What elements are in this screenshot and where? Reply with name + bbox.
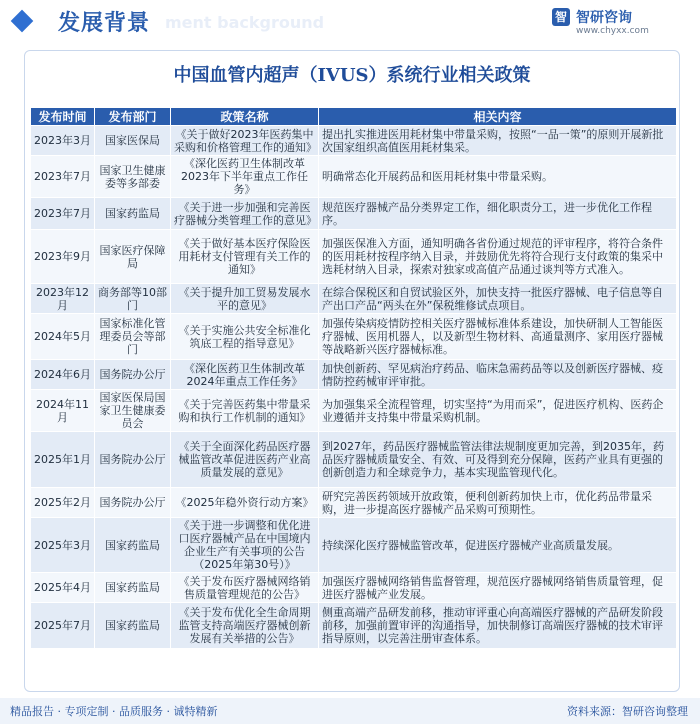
cell-date: 2023年7月 <box>31 156 95 198</box>
brand-url: www.chyxx.com <box>576 26 649 36</box>
cell-date: 2025年7月 <box>31 603 95 649</box>
brand-name: 智研咨询 <box>576 10 632 26</box>
table-row <box>31 198 677 230</box>
column-header-policy-name: 政策名称 <box>171 108 319 126</box>
brand-logo-block <box>552 6 682 40</box>
cell-department: 国家标准化管理委员会等部门 <box>95 314 171 360</box>
cell-date: 2025年3月 <box>31 518 95 573</box>
cell-policy-name: 《关于发布医疗器械网络销售质量管理规范的公告》 <box>171 573 319 603</box>
cell-date: 2023年12月 <box>31 284 95 314</box>
cell-policy-name: 《关于实施公共安全标准化筑底工程的指导意见》 <box>171 314 319 360</box>
table-row <box>31 488 677 518</box>
cell-policy-name: 《深化医药卫生体制改革2024年重点工作任务》 <box>171 360 319 390</box>
cell-department: 国家药监局 <box>95 198 171 230</box>
section-title: 发展背景 <box>58 11 151 36</box>
table-row <box>31 314 677 360</box>
diamond-icon <box>11 10 34 33</box>
brand-logo-icon: 智 <box>552 8 570 26</box>
footer-tagline: 精品报告 · 专项定制 · 品质服务 · 诚特精新 <box>10 705 218 718</box>
footer-source: 资料来源：智研咨询整理 <box>567 705 688 718</box>
cell-content: 侧重高端产品研发前移，推动审评重心向高端医疗器械的产品研发阶段前移，加强前置审评的沟通指导，加快制修订高端医疗器械的技术审评指导原则，以完善注册审查体系。 <box>319 603 677 649</box>
cell-date: 2024年6月 <box>31 360 95 390</box>
cell-content: 为加强集采全流程管理，切实坚持“为用而采”，促进医疗机构、医药企业遵循并支持集中带量采购机制。 <box>319 390 677 432</box>
cell-department: 国务院办公厅 <box>95 360 171 390</box>
table-row <box>31 573 677 603</box>
cell-department: 国家卫生健康委等多部委 <box>95 156 171 198</box>
column-header-content: 相关内容 <box>319 108 677 126</box>
cell-department: 国家药监局 <box>95 518 171 573</box>
table-row <box>31 432 677 488</box>
cell-content: 加强传染病疫情防控相关医疗器械标准体系建设，加快研制人工智能医疗器械、医用机器人，以及新型生物材料、高通量测序、家用医疗器械等战略新兴医疗器械标准。 <box>319 314 677 360</box>
cell-date: 2023年7月 <box>31 198 95 230</box>
policy-card <box>24 50 680 692</box>
table-row <box>31 284 677 314</box>
cell-content: 研究完善医药领域开放政策，便利创新药加快上市，优化药品带量采购，进一步提高医疗器械产品采购可预期性。 <box>319 488 677 518</box>
cell-department: 国家医保局 <box>95 126 171 156</box>
column-header-department: 发布部门 <box>95 108 171 126</box>
table-header-row <box>31 108 677 126</box>
cell-content: 提出扎实推进医用耗材集中带量采购，按照“一品一策”的原则开展新批次国家组织高值医用耗材集采。 <box>319 126 677 156</box>
cell-department: 国家医保局国家卫生健康委员会 <box>95 390 171 432</box>
section-header <box>0 0 700 44</box>
cell-department: 国家医疗保障局 <box>95 230 171 284</box>
table-row <box>31 230 677 284</box>
cell-content: 规范医疗器械产品分类界定工作，细化职责分工，进一步优化工作程序。 <box>319 198 677 230</box>
cell-content: 到2027年，药品医疗器械监管法律法规制度更加完善，到2035年，药品医疗器械质量安全、有效、可及得到充分保障，医药产业具有更强的创新创造力和全球竞争力，基本实现监管现代化。 <box>319 432 677 488</box>
footer-bar <box>0 698 700 724</box>
policy-table <box>30 107 677 649</box>
cell-content: 加强医保准入方面，通知明确各省份通过规范的评审程序，将符合条件的医用耗材按程序纳入目录，并鼓励优先将符合现行支付政策的集采中选耗材纳入目录，探索对独家或高值产品通过谈判等方式准入。 <box>319 230 677 284</box>
cell-date: 2025年4月 <box>31 573 95 603</box>
table-row <box>31 156 677 198</box>
cell-content: 加强医疗器械网络销售监督管理，规范医疗器械网络销售质量管理，促进医疗器械产业发展。 <box>319 573 677 603</box>
cell-department: 国务院办公厅 <box>95 488 171 518</box>
table-row <box>31 126 677 156</box>
section-subtitle-watermark: ment background <box>165 13 325 32</box>
card-title: 中国血管内超声（IVUS）系统行业相关政策 <box>173 65 531 86</box>
table-row <box>31 390 677 432</box>
table-row <box>31 360 677 390</box>
cell-policy-name: 《关于完善医药集中带量采购和执行工作机制的通知》 <box>171 390 319 432</box>
cell-policy-name: 《关于全面深化药品医疗器械监管改革促进医药产业高质量发展的意见》 <box>171 432 319 488</box>
cell-content: 加快创新药、罕见病治疗药品、临床急需药品等以及创新医疗器械、疫情防控药械审评审批。 <box>319 360 677 390</box>
cell-policy-name: 《关于提升加工贸易发展水平的意见》 <box>171 284 319 314</box>
cell-date: 2025年1月 <box>31 432 95 488</box>
cell-policy-name: 《关于做好2023年医药集中采购和价格管理工作的通知》 <box>171 126 319 156</box>
cell-content: 持续深化医疗器械监管改革，促进医疗器械产业高质量发展。 <box>319 518 677 573</box>
cell-policy-name: 《2025年稳外资行动方案》 <box>171 488 319 518</box>
cell-department: 国家药监局 <box>95 603 171 649</box>
cell-policy-name: 《深化医药卫生体制改革2023年下半年重点工作任务》 <box>171 156 319 198</box>
cell-content: 在综合保税区和自贸试验区外，加快支持一批医疗器械、电子信息等自产出口产品“两头在外”保税维修试点项目。 <box>319 284 677 314</box>
cell-department: 商务部等10部门 <box>95 284 171 314</box>
cell-department: 国家药监局 <box>95 573 171 603</box>
column-header-date: 发布时间 <box>31 108 95 126</box>
cell-date: 2025年2月 <box>31 488 95 518</box>
cell-date: 2024年11月 <box>31 390 95 432</box>
cell-policy-name: 《关于发布优化全生命周期监管支持高端医疗器械创新发展有关举措的公告》 <box>171 603 319 649</box>
cell-date: 2023年9月 <box>31 230 95 284</box>
cell-policy-name: 《关于进一步加强和完善医疗器械分类管理工作的意见》 <box>171 198 319 230</box>
cell-policy-name: 《关于进一步调整和优化进口医疗器械产品在中国境内企业生产有关事项的公告（2025年第30号）》 <box>171 518 319 573</box>
cell-date: 2023年3月 <box>31 126 95 156</box>
table-row <box>31 518 677 573</box>
cell-date: 2024年5月 <box>31 314 95 360</box>
cell-content: 明确常态化开展药品和医用耗材集中带量采购。 <box>319 156 677 198</box>
table-row <box>31 603 677 649</box>
cell-department: 国务院办公厅 <box>95 432 171 488</box>
cell-policy-name: 《关于做好基本医疗保险医用耗材支付管理有关工作的通知》 <box>171 230 319 284</box>
